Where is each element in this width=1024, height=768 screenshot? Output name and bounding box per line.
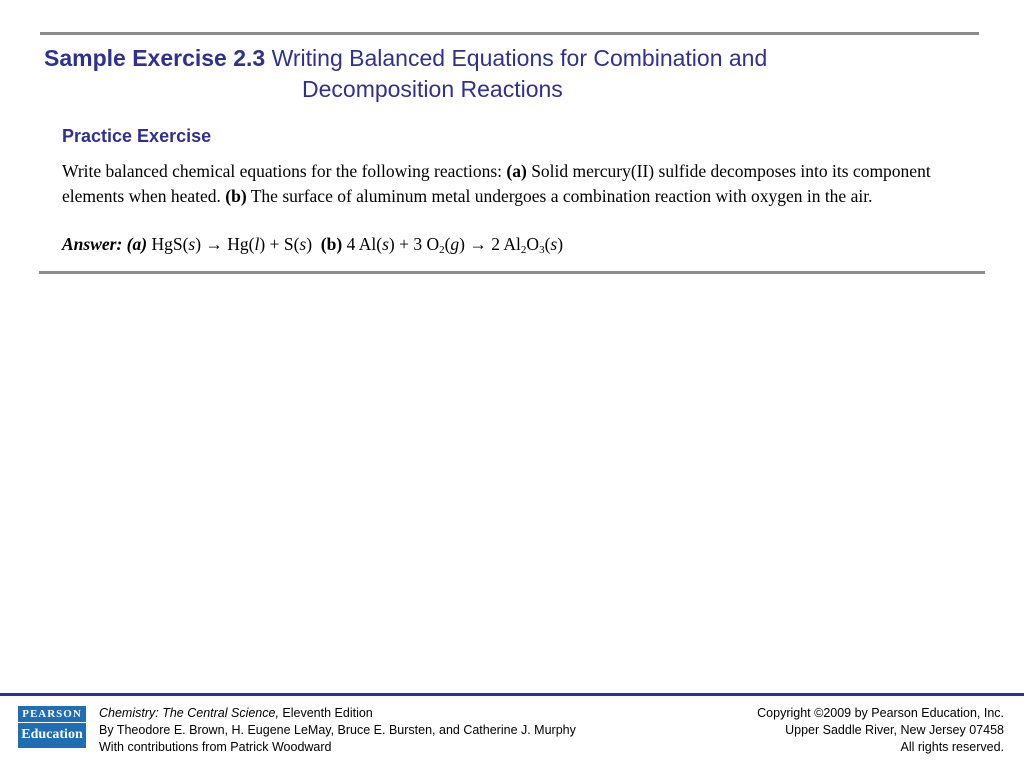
practice-exercise-heading: Practice Exercise <box>62 126 212 146</box>
title-text-line1: Writing Balanced Equations for Combination and <box>271 45 768 71</box>
eq-b-sub-2: 2 <box>520 244 527 256</box>
rights-text: All rights reserved. <box>900 740 1004 754</box>
eq-b-state-2: g <box>450 234 460 254</box>
answer-a-equation <box>151 234 312 254</box>
copyright-text: Copyright ©2009 by Pearson Education, Inc. <box>757 706 1004 720</box>
content-divider <box>39 271 985 274</box>
top-divider <box>40 32 979 35</box>
answer-b-label: (b) <box>320 234 343 254</box>
eq-b-arrow: ) → 2 Al <box>459 234 521 254</box>
eq-b-sub-1: 2 <box>439 244 445 256</box>
logo-bottom-text: Education <box>21 727 83 742</box>
eq-a-state-3: s <box>299 234 307 254</box>
eq-b-o2: ) + 3 O <box>388 234 440 254</box>
eq-b-al: 4 Al( <box>342 234 383 254</box>
footer-copyright <box>757 705 1004 756</box>
eq-a-close: ) <box>306 234 313 254</box>
eq-a-reactant: HgS( <box>151 234 189 254</box>
eq-b-open: ( <box>444 234 451 254</box>
answer-b-equation <box>342 234 563 254</box>
prompt-intro: Write balanced chemical equations for the following reactions: <box>62 161 507 181</box>
eq-b-state-1: s <box>382 234 389 254</box>
eq-b-state-3: s <box>550 234 558 254</box>
eq-a-arrow: ) → Hg( <box>195 234 255 254</box>
slide-title <box>44 43 944 105</box>
footer-contributions: With contributions from Patrick Woodward <box>99 740 332 754</box>
publisher-address: Upper Saddle River, New Jersey 07458 <box>785 723 1004 737</box>
book-edition: Eleventh Edition <box>278 706 373 720</box>
practice-prompt <box>62 159 952 208</box>
eq-a-plus: ) + S( <box>259 234 300 254</box>
book-title: Chemistry: The Central Science, <box>99 706 279 720</box>
footer-book-line <box>99 705 576 722</box>
footer-authors: By Theodore E. Brown, H. Eugene LeMay, Bruce E. Bursten, and Catherine J. Murphy <box>99 723 576 737</box>
part-b-text: The surface of aluminum metal undergoes a combination reaction with oxygen in the air. <box>246 185 873 206</box>
eq-b-o: O <box>526 234 540 254</box>
part-b-label: (b) <box>225 185 247 206</box>
eq-b-sub-3: 3 <box>539 244 545 256</box>
eq-b-open-2: ( <box>544 234 551 254</box>
title-text-line2: Decomposition Reactions <box>302 76 563 102</box>
part-a-text: Solid mercury(II) sulfide decomposes into its component elements when heated. <box>62 161 931 206</box>
answer-label: Answer: (a) <box>62 234 148 254</box>
logo-top-text: PEARSON <box>18 706 86 723</box>
pearson-logo <box>18 706 86 748</box>
eq-a-state-1: s <box>188 234 196 254</box>
footer-citation <box>99 705 576 756</box>
eq-a-state-2: l <box>254 234 260 254</box>
title-exercise-number: Sample Exercise 2.3 <box>44 45 266 71</box>
answer-line <box>62 232 952 256</box>
eq-b-close: ) <box>557 234 564 254</box>
part-a-label: (a) <box>506 161 527 181</box>
footer-divider <box>0 693 1024 696</box>
